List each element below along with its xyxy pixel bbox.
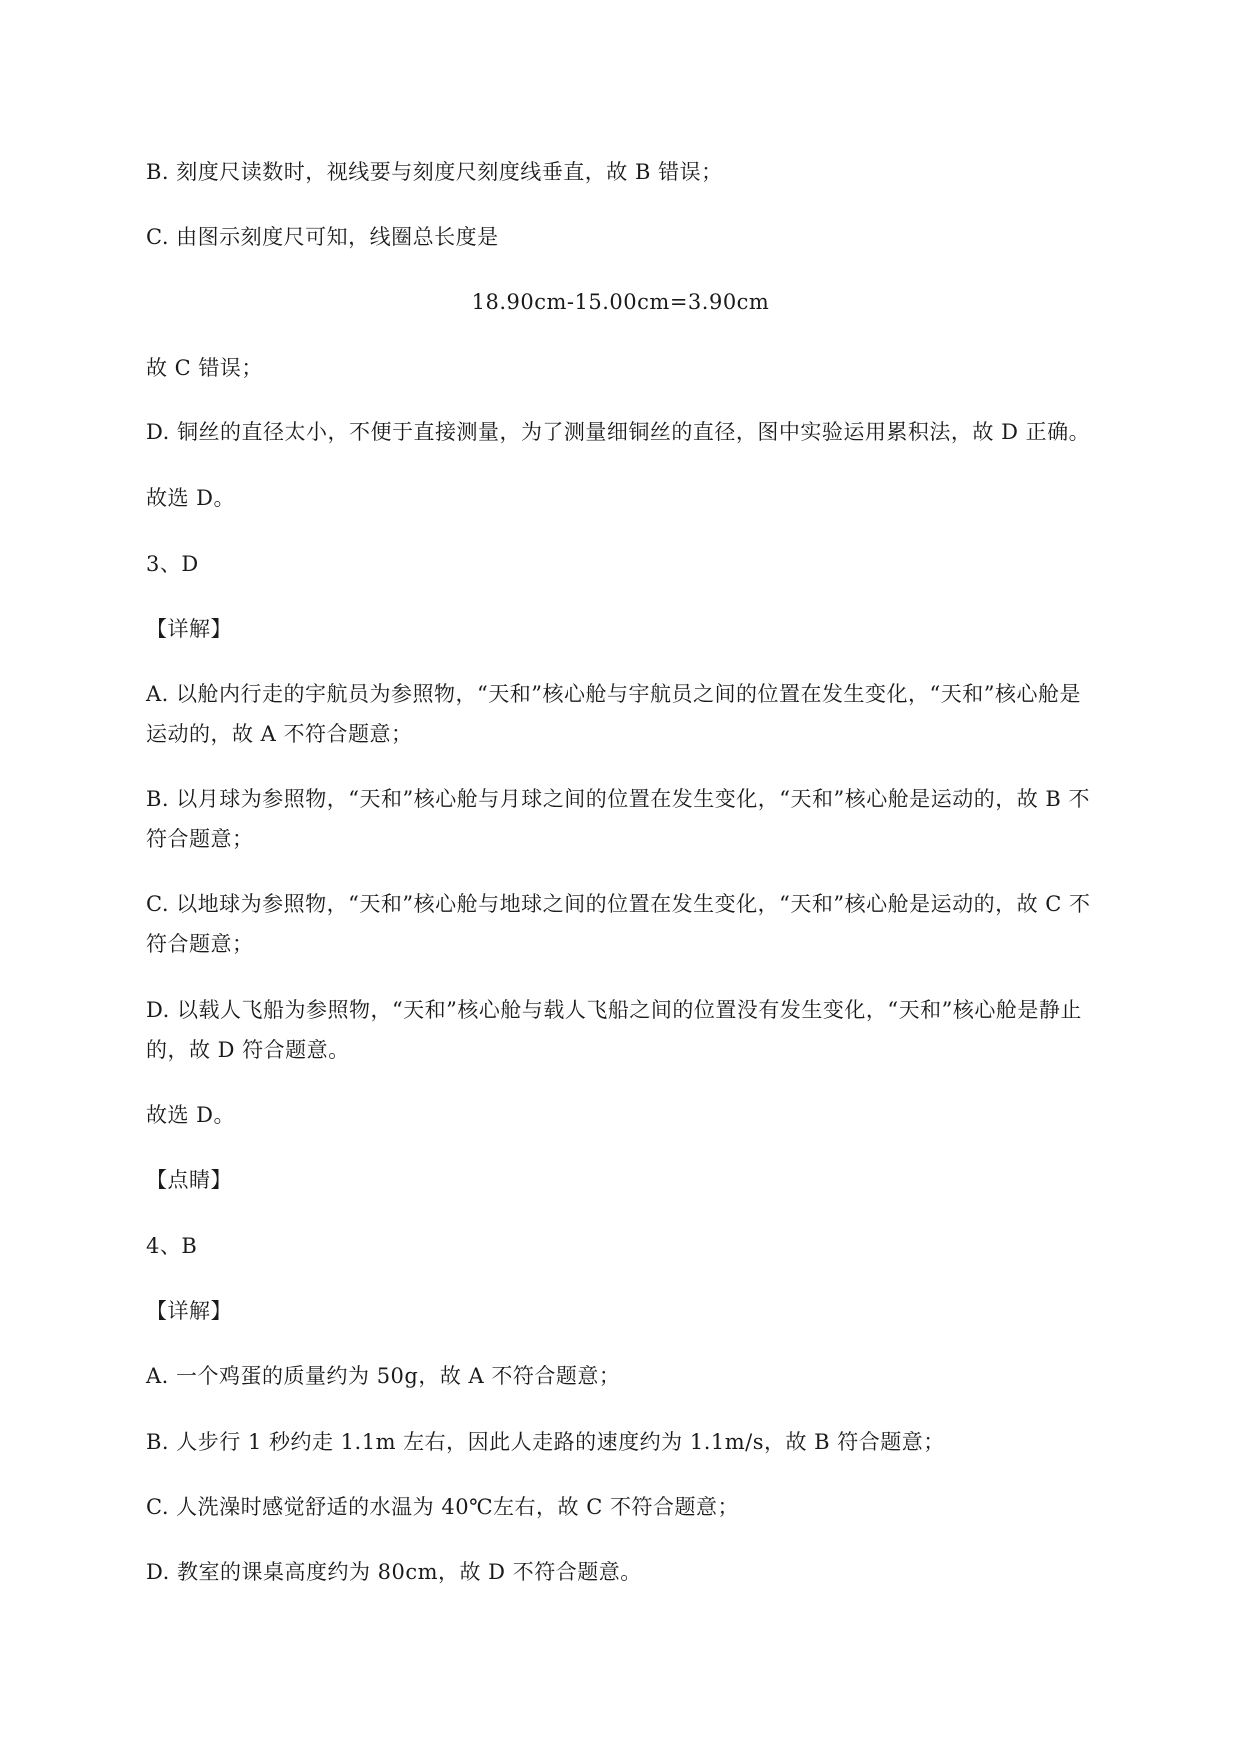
text-line-q3-d-1: D. 以载人飞船为参照物，“天和”核心舱与载人飞船之间的位置没有发生变化，“天和”核心舱是静止 [146, 998, 1082, 1022]
text-line-c-conclusion: 故 C 错误； [146, 356, 263, 380]
answer-line-q2: 故选 D。 [146, 486, 236, 510]
equation-line: 18.90cm-15.00cm=3.90cm [471, 290, 770, 314]
section-heading-detail: 【详解】 [146, 617, 232, 641]
section-heading-remark: 【点睛】 [146, 1168, 232, 1192]
text-line-q3-b-2: 符合题意； [146, 827, 254, 851]
question-number-4: 4、B [146, 1234, 198, 1258]
text-line-q4-c: C. 人洗澡时感觉舒适的水温为 40℃左右，故 C 不符合题意； [146, 1495, 739, 1519]
text-line-q3-a-1: A. 以舱内行走的宇航员为参照物，“天和”核心舱与宇航员之间的位置在发生变化，“天和”核心舱是 [146, 682, 1081, 706]
text-line-b-explanation: B. 刻度尺读数时，视线要与刻度尺刻度线垂直，故 B 错误； [146, 160, 723, 184]
question-number-3: 3、D [146, 552, 199, 576]
text-line-q4-d: D. 教室的课桌高度约为 80cm，故 D 不符合题意。 [146, 1560, 642, 1584]
section-heading-detail-q4: 【详解】 [146, 1299, 232, 1323]
text-line-q3-d-2: 的，故 D 符合题意。 [146, 1038, 350, 1062]
text-line-q4-a: A. 一个鸡蛋的质量约为 50g，故 A 不符合题意； [146, 1364, 621, 1388]
text-line-q4-b: B. 人步行 1 秒约走 1.1m 左右，因此人走路的速度约为 1.1m/s，故 B 符合题意； [146, 1430, 945, 1454]
text-line-c-intro: C. 由图示刻度尺可知，线圈总长度是 [146, 225, 499, 249]
text-line-q3-c-2: 符合题意； [146, 932, 254, 956]
answer-line-q3: 故选 D。 [146, 1103, 236, 1127]
text-line-q3-b-1: B. 以月球为参照物，“天和”核心舱与月球之间的位置在发生变化，“天和”核心舱是运动的，故 B 不 [146, 787, 1091, 811]
text-line-d-explanation: D. 铜丝的直径太小，不便于直接测量，为了测量细铜丝的直径，图中实验运用累积法，故 D 正确。 [146, 420, 1091, 444]
text-line-q3-a-2: 运动的，故 A 不符合题意； [146, 722, 413, 746]
text-line-q3-c-1: C. 以地球为参照物，“天和”核心舱与地球之间的位置在发生变化，“天和”核心舱是运动的，故 C 不 [146, 892, 1091, 916]
